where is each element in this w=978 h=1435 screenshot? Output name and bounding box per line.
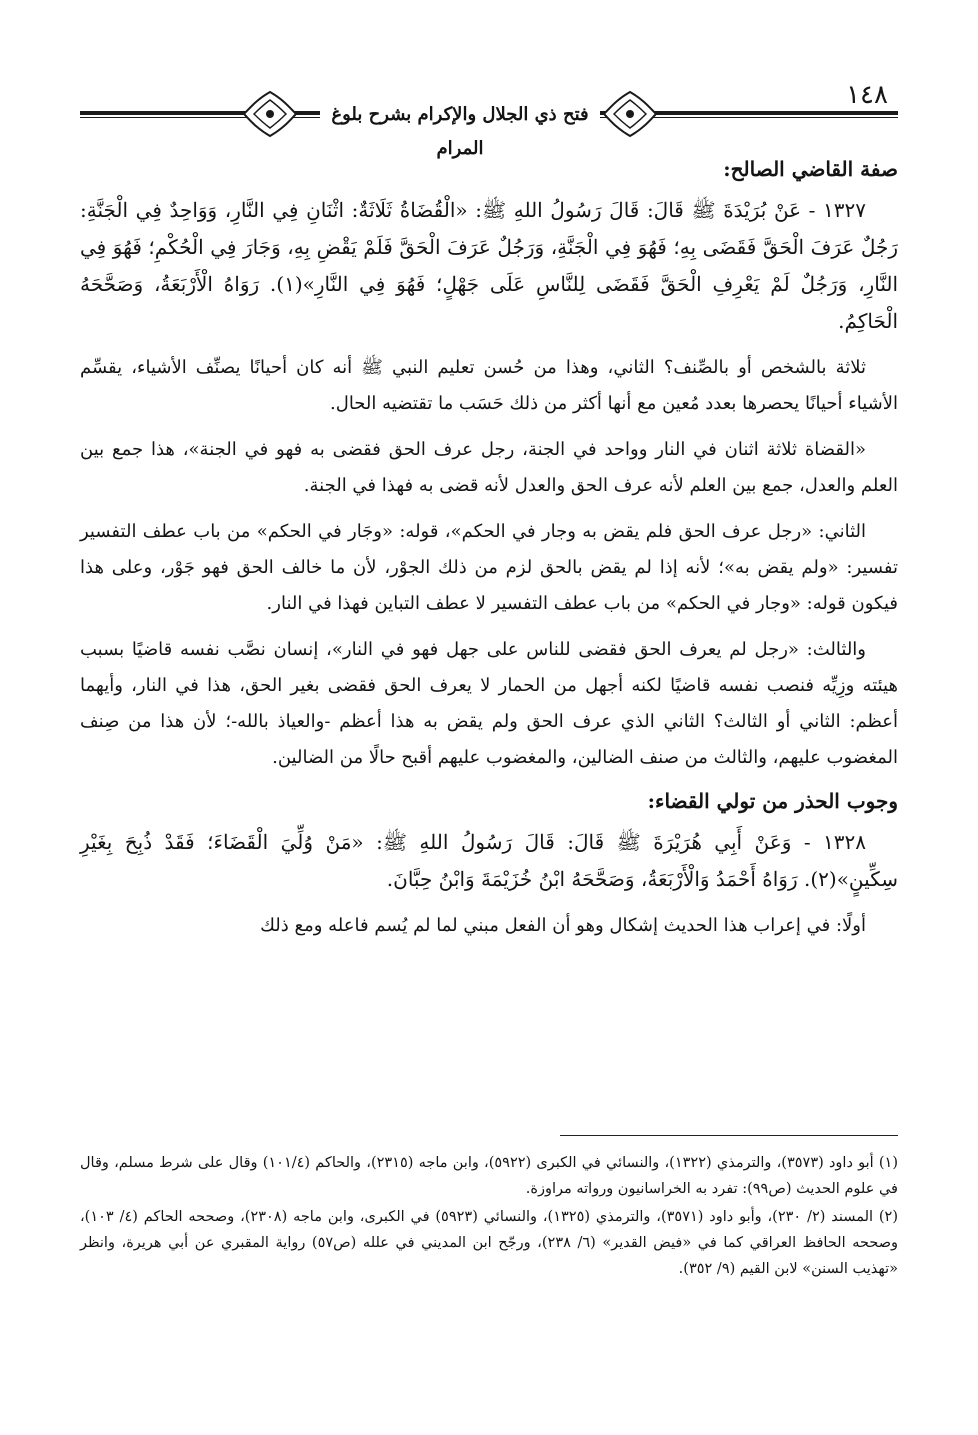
commentary-paragraph: والثالث: «رجل لم يعرف الحق فقضى للناس على جهل فهو في النار»، إنسان نصَّب نفسه قاضيًا بسبب هيئته وزِيِّه فنصب نفسه قاضيًا لكنه أجهل من الحمار لا يعرف الحق فقضى بغير الحق، هذا في النار، وأيهما أعظم: الثاني أو الثالث؟ الثاني الذي عرف الحق ولم يقض به هذا أعظم -والعياذ بالله-؛ لأن هذا من صِنف المغضوب عليهم، والثالث من صنف الضالين، والمغضوب عليهم أقبح حالًا من الضالين. bbox=[80, 639, 898, 768]
commentary-paragraph: أولًا: في إعراب هذا الحديث إشكال وهو أن الفعل مبني لما لم يُسم فاعله ومع ذلك bbox=[260, 915, 866, 936]
section-caution-judgeship bbox=[80, 786, 898, 944]
commentary-paragraph: الثاني: «رجل عرف الحق فلم يقض به وجار في الحكم»، قوله: «وجَار في الحكم» من باب عطف التفسير تفسير: «ولم يقض به»؛ لأنه إذا لم يقض بالحق لزم من ذلك الجوْر، لأن ما خالف الحق فهو جَوْر، وعلى هذا فيكون قوله: «وجار في الحكم» من باب عطف التفسير لا عطف التباين فهذا في النار. bbox=[80, 521, 898, 614]
footnotes bbox=[80, 1150, 898, 1284]
page-number: ١٤٨ bbox=[846, 80, 888, 110]
footnote-2: (٢) المسند (٢/ ٢٣٠)، وأبو داود (٣٥٧١)، والترمذي (١٣٢٥)، والنسائي (٥٩٢٣) في الكبرى، وابن ماجه (٢٣٠٨)، وصححه الحاكم (٤/ ١٠٣)، وصححه الحافظ العراقي كما في «فيض القدير» (٦/ ٢٣٨)، ورجّح ابن المديني في علله (ص٥٧) رواية المقبري عن أبي هريرة، وانظر «تهذيب السنن» لابن القيم (٩/ ٣٥٢). bbox=[80, 1209, 899, 1277]
hadith-text: ١٣٢٧ - عَنْ بُرَيْدَةَ ﷺ قَالَ: قَالَ رَسُولُ اللهِ ﷺ: «الْقُضَاةُ ثَلَاثَةٌ: اثْنَانِ فِي النَّارِ، وَوَاحِدٌ فِي الْجَنَّةِ: رَجُلٌ عَرَفَ الْحَقَّ فَقَضَى بِهِ؛ فَهُوَ فِي الْجَنَّةِ، وَرَجُلٌ عَرَفَ الْحَقَّ فَلَمْ يَقْضِ بِهِ، وَجَارَ فِي الْحُكْمِ؛ فَهُوَ فِي النَّارِ، وَرَجُلٌ لَمْ يَعْرِفِ الْحَقَّ فَقَضَى لِلنَّاسِ عَلَى جَهْلٍ؛ فَهُوَ فِي النَّارِ»(١). رَوَاهُ الْأَرْبَعَةُ، وَصَحَّحَهُ الْحَاكِمُ. bbox=[80, 198, 898, 333]
hadith-text: ١٣٢٨ - وَعَنْ أَبِي هُرَيْرَةَ ﷺ قَالَ: قَالَ رَسُولُ اللهِ ﷺ: «مَنْ وُلِّيَ الْقَضَاءَ؛ فَقَدْ ذُبِحَ بِغَيْرِ سِكِّينٍ»(٢). رَوَاهُ أَحْمَدُ وَالْأَرْبَعَةُ، وَصَحَّحَهُ ابْنُ خُزَيْمَةَ وَابْنُ حِبَّانَ. bbox=[80, 830, 898, 891]
section-heading: وجوب الحذر من تولي القضاء: bbox=[647, 789, 898, 813]
main-text bbox=[80, 150, 898, 954]
footnote-1: (١) أبو داود (٣٥٧٣)، والترمذي (١٣٢٢)، والنسائي في الكبرى (٥٩٢٢)، وابن ماجه (٢٣١٥)، والحاكم (١٠١/٤) وقال على شرط مسلم، وقال في علوم الحديث (ص٩٩): تفرد به الخراسانيون ورواته مراوزة. bbox=[80, 1155, 898, 1197]
footnote-separator bbox=[560, 1135, 898, 1136]
ornament-right-icon bbox=[600, 88, 660, 140]
section-judge-types bbox=[80, 154, 898, 776]
ornament-left-icon bbox=[240, 88, 300, 140]
page-header bbox=[80, 80, 898, 159]
running-title: فتح ذي الجلال والإكرام بشرح بلوغ المرام bbox=[320, 98, 600, 132]
section-heading: صفة القاضي الصالح: bbox=[723, 157, 898, 181]
commentary-paragraph: «القضاة ثلاثة اثنان في النار وواحد في الجنة، رجل عرف الحق فقضى به فهو في الجنة»، هذا جمع بين العلم والعدل، جمع بين العلم لأنه عرف الحق والعدل لأنه قضى به فهذا في الجنة. bbox=[80, 439, 898, 496]
commentary-paragraph: ثلاثة بالشخص أو بالصِّنف؟ الثاني، وهذا من حُسن تعليم النبي ﷺ أنه كان أحيانًا يصنِّف الأشياء، يقسِّم الأشياء أحيانًا يحصرها بعدد مُعين مع أنها أكثر من ذلك حَسَب ما تقتضيه الحال. bbox=[80, 357, 898, 414]
